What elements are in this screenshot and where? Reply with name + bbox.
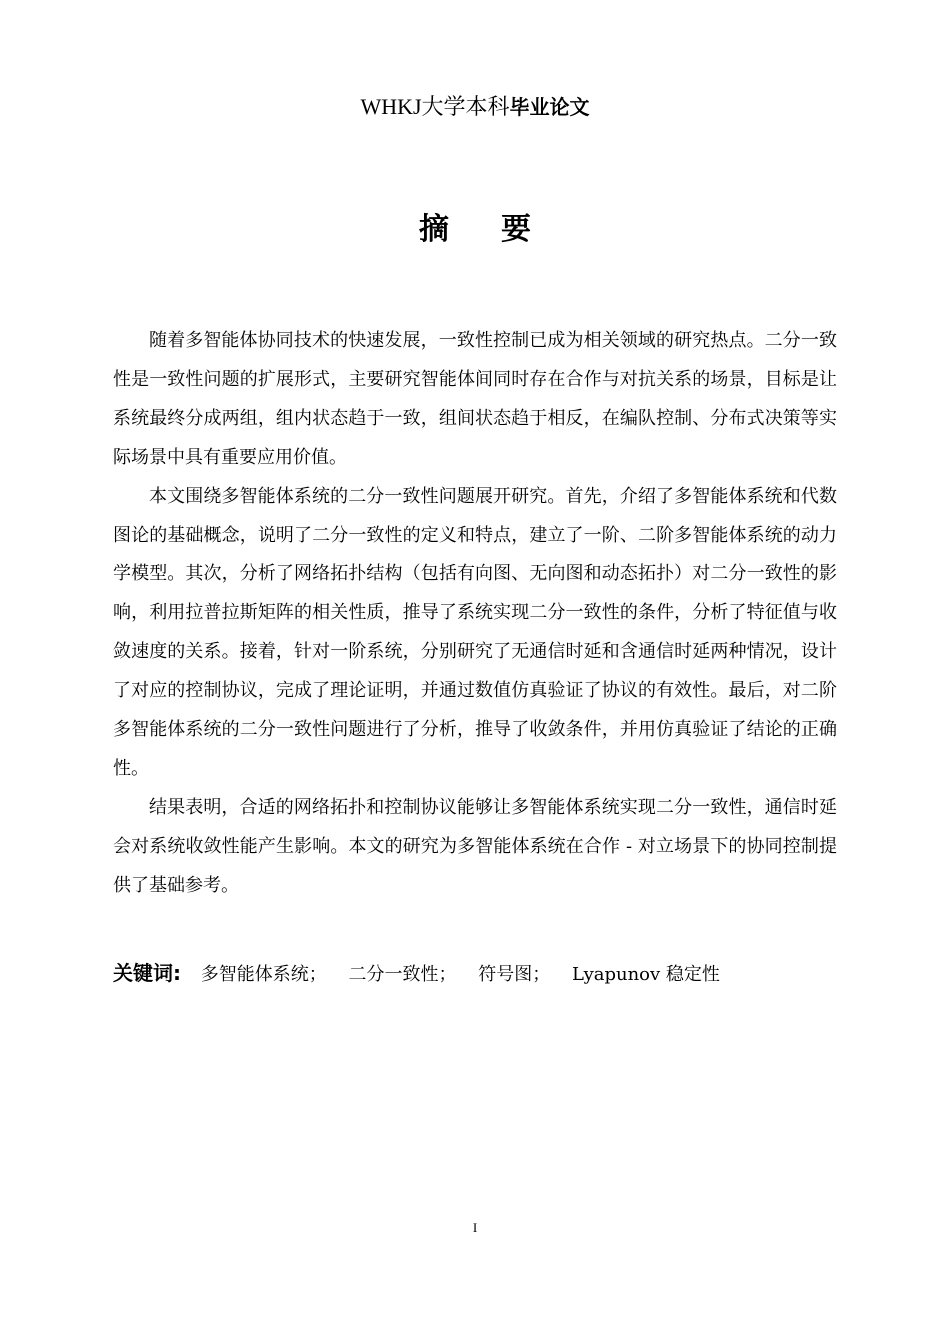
abstract-body [113,322,837,906]
abstract-paragraph-3: 结果表明，合适的网络拓扑和控制协议能够让多智能体系统实现二分一致性，通信时延会对系统收敛性能产生影响。本文的研究为多智能体系统在合作 - 对立场景下的协同控制提供了基础参考。 [113,796,837,896]
keyword-2: 二分一致性； [348,964,457,985]
abstract-paragraph-1: 随着多智能体协同技术的快速发展，一致性控制已成为相关领域的研究热点。二分一致性是一致性问题的扩展形式，主要研究智能体间同时存在合作与对抗关系的场景，目标是让系统最终分成两组，组内状态趋于一致，组间状态趋于相反，在编队控制、分布式决策等实际场景中具有重要应用价值。 [113,330,837,468]
keywords-line [113,955,837,993]
abstract-paragraph-2: 本文围绕多智能体系统的二分一致性问题展开研究。首先，介绍了多智能体系统和代数图论的基础概念，说明了二分一致性的定义和特点，建立了一阶、二阶多智能体系统的动力学模型。其次，分析了网络拓扑结构（包括有向图、无向图和动态拓扑）对二分一致性的影响，利用拉普拉斯矩阵的相关性质，推导了系统实现二分一致性的条件，分析了特征值与收敛速度的关系。接着，针对一阶系统，分别研究了无通信时延和含通信时延两种情况，设计了对应的控制协议，完成了理论证明，并通过数值仿真验证了协议的有效性。最后，对二阶多智能体系统的二分一致性问题进行了分析，推导了收敛条件，并用仿真验证了结论的正确性。 [113,485,837,779]
page-header [0,92,950,123]
abstract-title [0,208,950,252]
keyword-1: 多智能体系统； [200,964,327,985]
keywords-label: 关键词: [113,961,181,985]
abstract-title-char-2: 要 [501,212,531,247]
header-university: WHKJ大学本科 [360,94,510,119]
keyword-4: Lyapunov 稳定性 [571,964,720,985]
abstract-title-char-1: 摘 [419,212,449,247]
page-number: I [472,1220,478,1235]
header-thesis-label: 毕业论文 [509,95,590,119]
keyword-3: 符号图； [478,964,551,985]
